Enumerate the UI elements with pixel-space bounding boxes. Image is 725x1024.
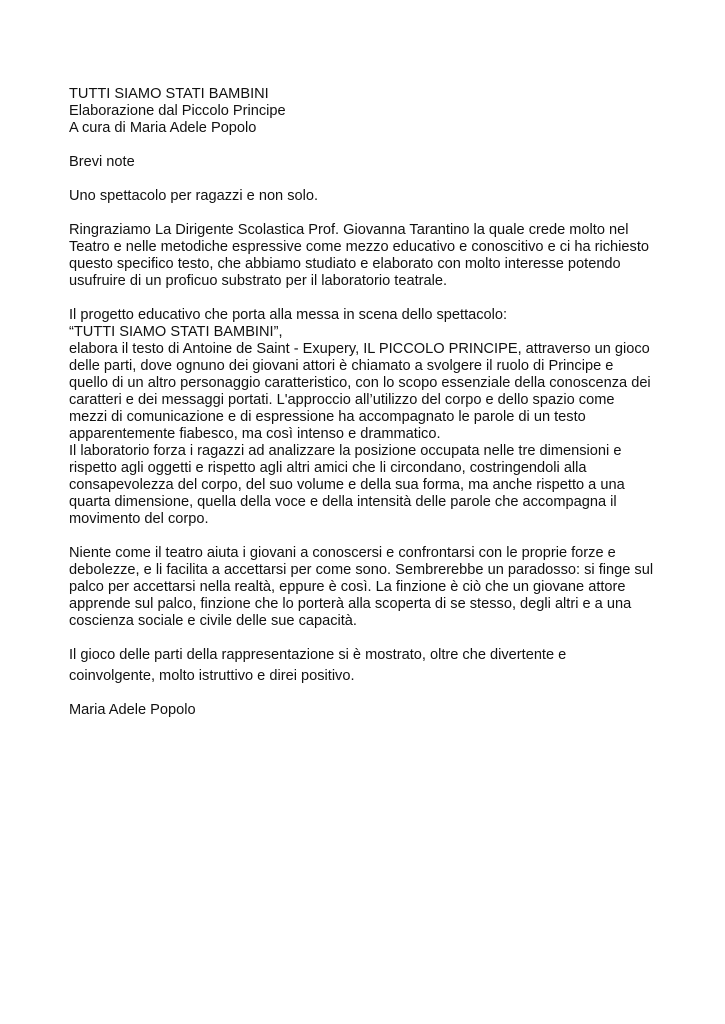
- section-heading: Brevi note: [69, 154, 135, 170]
- spacer: [69, 137, 669, 154]
- paragraph-project: [69, 307, 669, 528]
- spacer: [69, 290, 669, 307]
- paragraph-line: Ringraziamo La Dirigente Scolastica Prof. Giovanna Tarantino la quale crede molto nel: [69, 222, 629, 238]
- paragraph-line: usufruire di un proficuo substrato per il laboratorio teatrale.: [69, 273, 448, 289]
- paragraph-line: Teatro e nelle metodiche espressive come mezzo educativo e conoscitivo e ci ha richiesto: [69, 239, 649, 255]
- paragraph-line: consapevolezza del corpo, del suo volume e della sua forma, ma anche rispetto a una: [69, 477, 625, 493]
- paragraph-line: rispetto agli oggetti e rispetto agli altri amici che li circondano, costringendoli alla: [69, 460, 587, 476]
- paragraph-thanks: [69, 222, 669, 290]
- paragraph-line: quarta dimensione, quella della voce e della intensità delle parole che accompagna il: [69, 494, 617, 510]
- paragraph-line: Il gioco delle parti della rappresentazione si è mostrato, oltre che divertente e: [69, 647, 567, 663]
- paragraph-line: “TUTTI SIAMO STATI BAMBINI”,: [69, 324, 283, 340]
- paragraph-line: apparentemente fiabesco, ma così intenso e drammatico.: [69, 426, 441, 442]
- paragraph-line: palco per accettarsi nella realtà, eppure è così. La finzione è ciò che un giovane attore: [69, 579, 626, 595]
- paragraph-line: elabora il testo di Antoine de Saint - Exupery, IL PICCOLO PRINCIPE, attraverso un gioco: [69, 341, 650, 357]
- signature: Maria Adele Popolo: [69, 702, 196, 718]
- paragraph-line: quello di un altro personaggio caratteristico, con lo scopo essenziale della conoscenza dei: [69, 375, 651, 391]
- paragraph-line: questo specifico testo, che abbiamo studiato e elaborato con molto interesse potendo: [69, 256, 621, 272]
- spacer: [69, 205, 669, 222]
- paragraph-line: Il laboratorio forza i ragazzi ad analizzare la posizione occupata nelle tre dimensioni e: [69, 443, 622, 459]
- paragraph-line: Il progetto educativo che porta alla messa in scena dello spettacolo:: [69, 307, 508, 323]
- paragraph-line: Niente come il teatro aiuta i giovani a conoscersi e confrontarsi con le proprie forze e: [69, 545, 616, 561]
- paragraph-line: debolezze, e li facilita a accettarsi per come sono. Sembrerebbe un paradosso: si finge sul: [69, 562, 654, 578]
- paragraph-closing: [69, 647, 669, 685]
- paragraph-line: apprende sul palco, finzione che lo porterà alla scoperta di se stesso, degli altri e a una: [69, 596, 632, 612]
- paragraph-line: mezzi di comunicazione e di espressione ha accompagnato le parole di un testo: [69, 409, 586, 425]
- document-title: TUTTI SIAMO STATI BAMBINI: [69, 86, 269, 102]
- paragraph-theatre: [69, 545, 669, 630]
- spacer: [69, 171, 669, 188]
- document-header: [69, 86, 669, 137]
- paragraph-line: delle parti, dove ognuno dei giovani attori è chiamato a svolgere il ruolo di Principe e: [69, 358, 614, 374]
- document-body: [69, 86, 669, 719]
- document-subtitle: Elaborazione dal Piccolo Principe: [69, 103, 286, 119]
- paragraph-line: caratteri e dei messaggi portati. L'approccio all’utilizzo del corpo e dello spazio come: [69, 392, 615, 408]
- spacer: [69, 528, 669, 545]
- spacer: [69, 630, 669, 647]
- paragraph-line: coscienza sociale e civile delle sue capacità.: [69, 613, 357, 629]
- paragraph-line: movimento del corpo.: [69, 511, 209, 527]
- intro-line: Uno spettacolo per ragazzi e non solo.: [69, 188, 319, 204]
- paragraph-line: coinvolgente, molto istruttivo e direi positivo.: [69, 668, 355, 684]
- document-curator: A cura di Maria Adele Popolo: [69, 120, 257, 136]
- spacer: [69, 685, 669, 702]
